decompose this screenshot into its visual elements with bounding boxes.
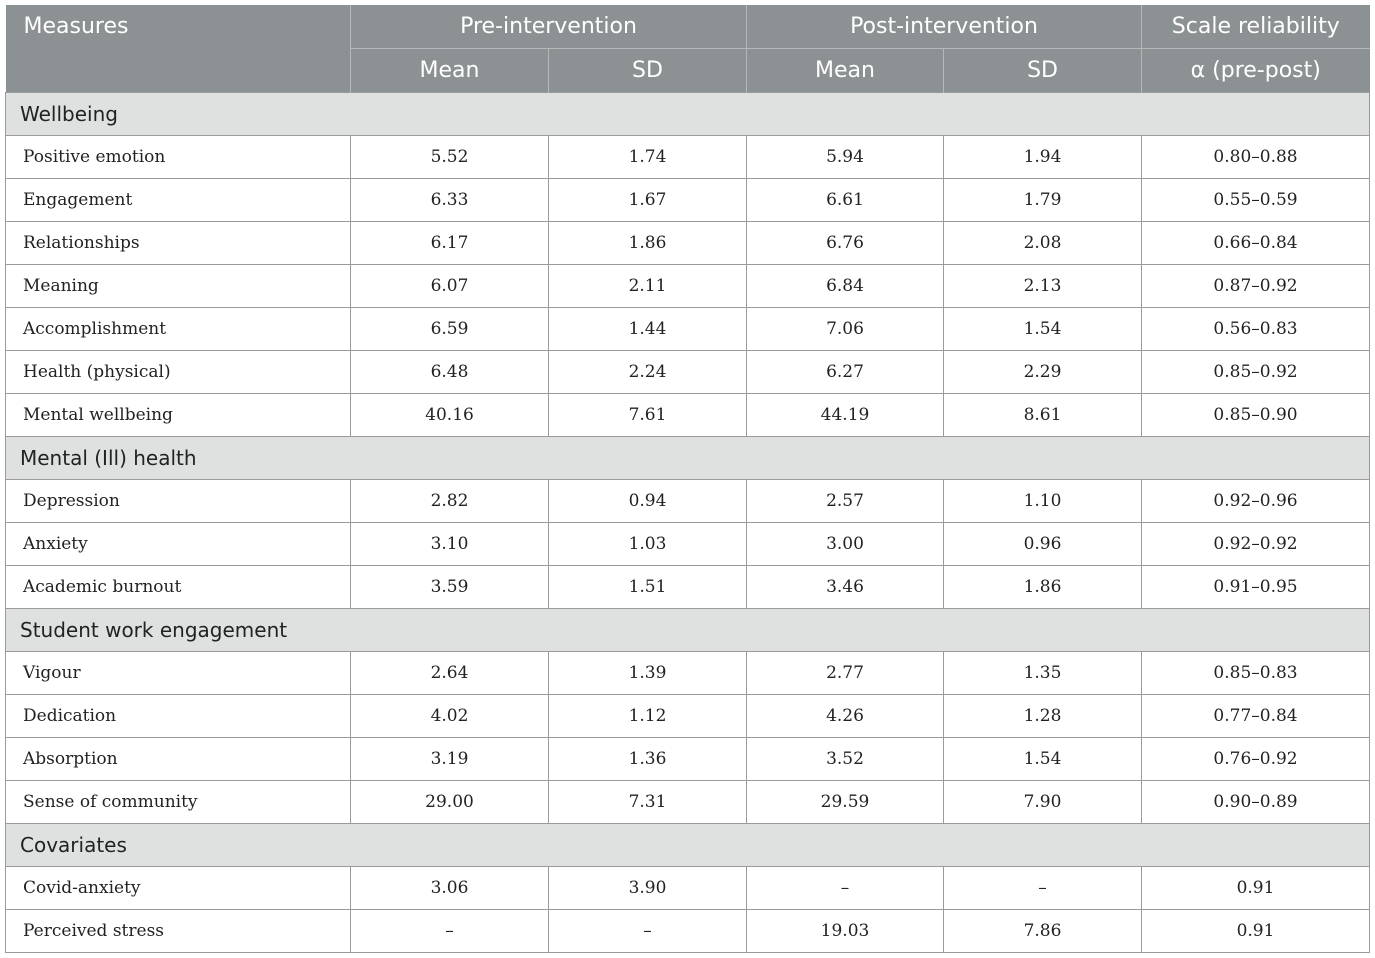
header-pre-sd: SD <box>549 49 747 93</box>
post-mean: – <box>747 867 944 910</box>
table-row <box>6 738 1370 781</box>
post-sd: – <box>944 867 1142 910</box>
table-row <box>6 523 1370 566</box>
pre-sd: 2.11 <box>549 265 747 308</box>
post-sd: 1.94 <box>944 136 1142 179</box>
row-label: Depression <box>6 480 351 523</box>
row-label: Positive emotion <box>6 136 351 179</box>
header-pre-intervention: Pre-intervention <box>351 5 747 49</box>
post-mean: 6.84 <box>747 265 944 308</box>
pre-mean: 4.02 <box>351 695 549 738</box>
row-label: Sense of community <box>6 781 351 824</box>
alpha-range: 0.56–0.83 <box>1142 308 1370 351</box>
post-sd: 2.08 <box>944 222 1142 265</box>
pre-mean: 40.16 <box>351 394 549 437</box>
alpha-range: 0.80–0.88 <box>1142 136 1370 179</box>
post-sd: 1.86 <box>944 566 1142 609</box>
pre-sd: 3.90 <box>549 867 747 910</box>
post-mean: 6.61 <box>747 179 944 222</box>
row-label: Perceived stress <box>6 910 351 953</box>
measures-table-container <box>5 5 1369 953</box>
table-row <box>6 566 1370 609</box>
pre-mean: 6.17 <box>351 222 549 265</box>
measures-table <box>5 5 1370 953</box>
pre-sd: 7.31 <box>549 781 747 824</box>
section-title: Covariates <box>6 824 1370 867</box>
post-mean: 19.03 <box>747 910 944 953</box>
post-mean: 44.19 <box>747 394 944 437</box>
pre-sd: – <box>549 910 747 953</box>
post-mean: 2.57 <box>747 480 944 523</box>
pre-sd: 1.86 <box>549 222 747 265</box>
table-row <box>6 652 1370 695</box>
row-label: Relationships <box>6 222 351 265</box>
alpha-range: 0.66–0.84 <box>1142 222 1370 265</box>
pre-sd: 1.51 <box>549 566 747 609</box>
pre-mean: 6.59 <box>351 308 549 351</box>
section-title: Mental (Ill) health <box>6 437 1370 480</box>
alpha-range: 0.91 <box>1142 867 1370 910</box>
section-row <box>6 609 1370 652</box>
table-row <box>6 179 1370 222</box>
pre-mean: 29.00 <box>351 781 549 824</box>
table-row <box>6 910 1370 953</box>
post-sd: 0.96 <box>944 523 1142 566</box>
post-sd: 1.54 <box>944 738 1142 781</box>
post-sd: 2.13 <box>944 265 1142 308</box>
pre-sd: 1.67 <box>549 179 747 222</box>
row-label: Accomplishment <box>6 308 351 351</box>
section-row <box>6 93 1370 136</box>
section-row <box>6 437 1370 480</box>
pre-mean: 6.07 <box>351 265 549 308</box>
alpha-range: 0.85–0.92 <box>1142 351 1370 394</box>
alpha-range: 0.76–0.92 <box>1142 738 1370 781</box>
post-mean: 6.27 <box>747 351 944 394</box>
pre-mean: 2.82 <box>351 480 549 523</box>
pre-mean: – <box>351 910 549 953</box>
post-mean: 6.76 <box>747 222 944 265</box>
table-row <box>6 222 1370 265</box>
pre-mean: 3.06 <box>351 867 549 910</box>
post-sd: 1.79 <box>944 179 1142 222</box>
post-mean: 29.59 <box>747 781 944 824</box>
pre-mean: 3.10 <box>351 523 549 566</box>
pre-sd: 1.74 <box>549 136 747 179</box>
post-sd: 7.90 <box>944 781 1142 824</box>
alpha-range: 0.92–0.92 <box>1142 523 1370 566</box>
post-sd: 1.54 <box>944 308 1142 351</box>
alpha-range: 0.85–0.83 <box>1142 652 1370 695</box>
alpha-range: 0.87–0.92 <box>1142 265 1370 308</box>
pre-sd: 0.94 <box>549 480 747 523</box>
post-mean: 3.52 <box>747 738 944 781</box>
row-label: Health (physical) <box>6 351 351 394</box>
post-mean: 4.26 <box>747 695 944 738</box>
pre-sd: 7.61 <box>549 394 747 437</box>
row-label: Meaning <box>6 265 351 308</box>
row-label: Mental wellbeing <box>6 394 351 437</box>
pre-mean: 6.33 <box>351 179 549 222</box>
alpha-range: 0.91 <box>1142 910 1370 953</box>
table-row <box>6 480 1370 523</box>
section-row <box>6 824 1370 867</box>
table-body <box>6 93 1370 953</box>
post-mean: 7.06 <box>747 308 944 351</box>
pre-sd: 1.36 <box>549 738 747 781</box>
row-label: Anxiety <box>6 523 351 566</box>
alpha-range: 0.90–0.89 <box>1142 781 1370 824</box>
pre-mean: 3.19 <box>351 738 549 781</box>
table-row <box>6 695 1370 738</box>
pre-sd: 1.39 <box>549 652 747 695</box>
header-measures: Measures <box>6 5 351 93</box>
header-pre-mean: Mean <box>351 49 549 93</box>
table-row <box>6 781 1370 824</box>
post-sd: 8.61 <box>944 394 1142 437</box>
alpha-range: 0.77–0.84 <box>1142 695 1370 738</box>
post-mean: 2.77 <box>747 652 944 695</box>
post-sd: 1.10 <box>944 480 1142 523</box>
alpha-range: 0.85–0.90 <box>1142 394 1370 437</box>
post-sd: 2.29 <box>944 351 1142 394</box>
pre-sd: 1.12 <box>549 695 747 738</box>
table-row <box>6 867 1370 910</box>
row-label: Engagement <box>6 179 351 222</box>
alpha-range: 0.92–0.96 <box>1142 480 1370 523</box>
header-post-mean: Mean <box>747 49 944 93</box>
pre-sd: 1.44 <box>549 308 747 351</box>
section-title: Student work engagement <box>6 609 1370 652</box>
header-scale-reliability: Scale reliability <box>1142 5 1370 49</box>
row-label: Covid-anxiety <box>6 867 351 910</box>
table-row <box>6 136 1370 179</box>
header-post-intervention: Post-intervention <box>747 5 1142 49</box>
table-header <box>6 5 1370 93</box>
header-alpha: α (pre-post) <box>1142 49 1370 93</box>
alpha-range: 0.91–0.95 <box>1142 566 1370 609</box>
post-sd: 1.28 <box>944 695 1142 738</box>
pre-mean: 2.64 <box>351 652 549 695</box>
table-row <box>6 351 1370 394</box>
post-mean: 3.00 <box>747 523 944 566</box>
post-mean: 3.46 <box>747 566 944 609</box>
table-row <box>6 308 1370 351</box>
row-label: Academic burnout <box>6 566 351 609</box>
table-row <box>6 394 1370 437</box>
row-label: Vigour <box>6 652 351 695</box>
post-mean: 5.94 <box>747 136 944 179</box>
row-label: Dedication <box>6 695 351 738</box>
section-title: Wellbeing <box>6 93 1370 136</box>
post-sd: 1.35 <box>944 652 1142 695</box>
pre-mean: 3.59 <box>351 566 549 609</box>
alpha-range: 0.55–0.59 <box>1142 179 1370 222</box>
pre-sd: 2.24 <box>549 351 747 394</box>
pre-sd: 1.03 <box>549 523 747 566</box>
pre-mean: 5.52 <box>351 136 549 179</box>
table-row <box>6 265 1370 308</box>
header-post-sd: SD <box>944 49 1142 93</box>
pre-mean: 6.48 <box>351 351 549 394</box>
post-sd: 7.86 <box>944 910 1142 953</box>
row-label: Absorption <box>6 738 351 781</box>
